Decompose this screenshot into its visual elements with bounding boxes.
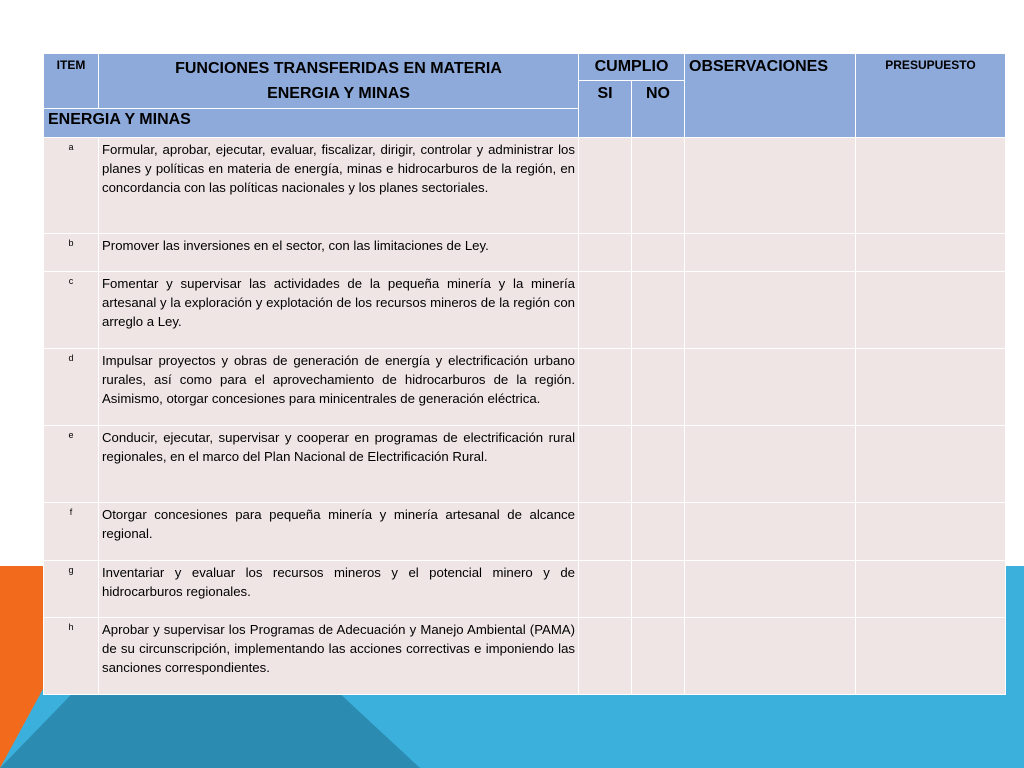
cell-no[interactable] bbox=[632, 503, 685, 561]
row-function-text: Aprobar y supervisar los Programas de Adecuación y Manejo Ambiental (PAMA) de su circunscripción, implementando las acciones correctivas e imponiendo las sanciones correspondientes. bbox=[99, 618, 579, 695]
cell-si[interactable] bbox=[579, 561, 632, 618]
cell-si[interactable] bbox=[579, 503, 632, 561]
table-row bbox=[44, 234, 1006, 272]
functions-table bbox=[43, 53, 1006, 695]
cell-observaciones[interactable] bbox=[685, 272, 856, 349]
cell-presupuesto[interactable] bbox=[856, 272, 1006, 349]
row-letter: d bbox=[44, 349, 99, 426]
table-row bbox=[44, 561, 1006, 618]
cell-no[interactable] bbox=[632, 618, 685, 695]
cell-no[interactable] bbox=[632, 349, 685, 426]
cell-observaciones[interactable] bbox=[685, 138, 856, 234]
cell-no[interactable] bbox=[632, 561, 685, 618]
cell-presupuesto[interactable] bbox=[856, 503, 1006, 561]
row-function-text: Otorgar concesiones para pequeña minería y minería artesanal de alcance regional. bbox=[99, 503, 579, 561]
cell-observaciones[interactable] bbox=[685, 561, 856, 618]
row-function-text: Impulsar proyectos y obras de generación de energía y electrificación urbano rurales, así como para el aprovechamiento de hidrocarburos de la región. Asimismo, otorgar concesiones para minicentrales de generación eléctrica. bbox=[99, 349, 579, 426]
header-cumplio: CUMPLIO bbox=[579, 54, 685, 81]
row-function-text: Promover las inversiones en el sector, con las limitaciones de Ley. bbox=[99, 234, 579, 272]
row-letter: a bbox=[44, 138, 99, 234]
cell-no[interactable] bbox=[632, 272, 685, 349]
cell-no[interactable] bbox=[632, 138, 685, 234]
table-row bbox=[44, 618, 1006, 695]
row-function-text: Conducir, ejecutar, supervisar y cooperar en programas de electrificación rural regionales, en el marco del Plan Nacional de Electrificación Rural. bbox=[99, 426, 579, 503]
row-letter: f bbox=[44, 503, 99, 561]
cell-presupuesto[interactable] bbox=[856, 426, 1006, 503]
cell-si[interactable] bbox=[579, 349, 632, 426]
cell-observaciones[interactable] bbox=[685, 426, 856, 503]
cell-si[interactable] bbox=[579, 426, 632, 503]
cell-si[interactable] bbox=[579, 234, 632, 272]
header-funciones-line1: FUNCIONES TRANSFERIDAS EN MATERIA bbox=[175, 60, 502, 77]
cell-observaciones[interactable] bbox=[685, 503, 856, 561]
cell-observaciones[interactable] bbox=[685, 234, 856, 272]
header-observaciones: OBSERVACIONES bbox=[685, 54, 856, 138]
row-letter: h bbox=[44, 618, 99, 695]
cell-presupuesto[interactable] bbox=[856, 349, 1006, 426]
cell-no[interactable] bbox=[632, 234, 685, 272]
header-funciones bbox=[99, 54, 579, 109]
cell-presupuesto[interactable] bbox=[856, 138, 1006, 234]
table-row bbox=[44, 349, 1006, 426]
cell-no[interactable] bbox=[632, 426, 685, 503]
row-letter: b bbox=[44, 234, 99, 272]
table-row bbox=[44, 272, 1006, 349]
cell-si[interactable] bbox=[579, 618, 632, 695]
table-row bbox=[44, 503, 1006, 561]
row-letter: c bbox=[44, 272, 99, 349]
row-letter: g bbox=[44, 561, 99, 618]
table-row bbox=[44, 138, 1006, 234]
cell-presupuesto[interactable] bbox=[856, 234, 1006, 272]
header-si: SI bbox=[579, 81, 632, 138]
row-function-text: Fomentar y supervisar las actividades de la pequeña minería y la minería artesanal y la exploración y explotación de los recursos mineros de la región con arreglo a Ley. bbox=[99, 272, 579, 349]
row-function-text: Formular, aprobar, ejecutar, evaluar, fiscalizar, dirigir, controlar y administrar los planes y políticas en materia de energía, minas e hidrocarburos de la región, en concordancia con las políticas nacionales y los planes sectoriales. bbox=[99, 138, 579, 234]
section-title: ENERGIA Y MINAS bbox=[44, 109, 579, 138]
cell-presupuesto[interactable] bbox=[856, 618, 1006, 695]
header-no: NO bbox=[632, 81, 685, 138]
table-row bbox=[44, 426, 1006, 503]
cell-observaciones[interactable] bbox=[685, 618, 856, 695]
header-presupuesto: PRESUPUESTO bbox=[856, 54, 1006, 138]
cell-observaciones[interactable] bbox=[685, 349, 856, 426]
cell-si[interactable] bbox=[579, 138, 632, 234]
cell-si[interactable] bbox=[579, 272, 632, 349]
row-function-text: Inventariar y evaluar los recursos mineros y el potencial minero y de hidrocarburos regionales. bbox=[99, 561, 579, 618]
header-funciones-line2: ENERGIA Y MINAS bbox=[267, 85, 410, 102]
row-letter: e bbox=[44, 426, 99, 503]
header-item: ITEM bbox=[44, 54, 99, 109]
cell-presupuesto[interactable] bbox=[856, 561, 1006, 618]
